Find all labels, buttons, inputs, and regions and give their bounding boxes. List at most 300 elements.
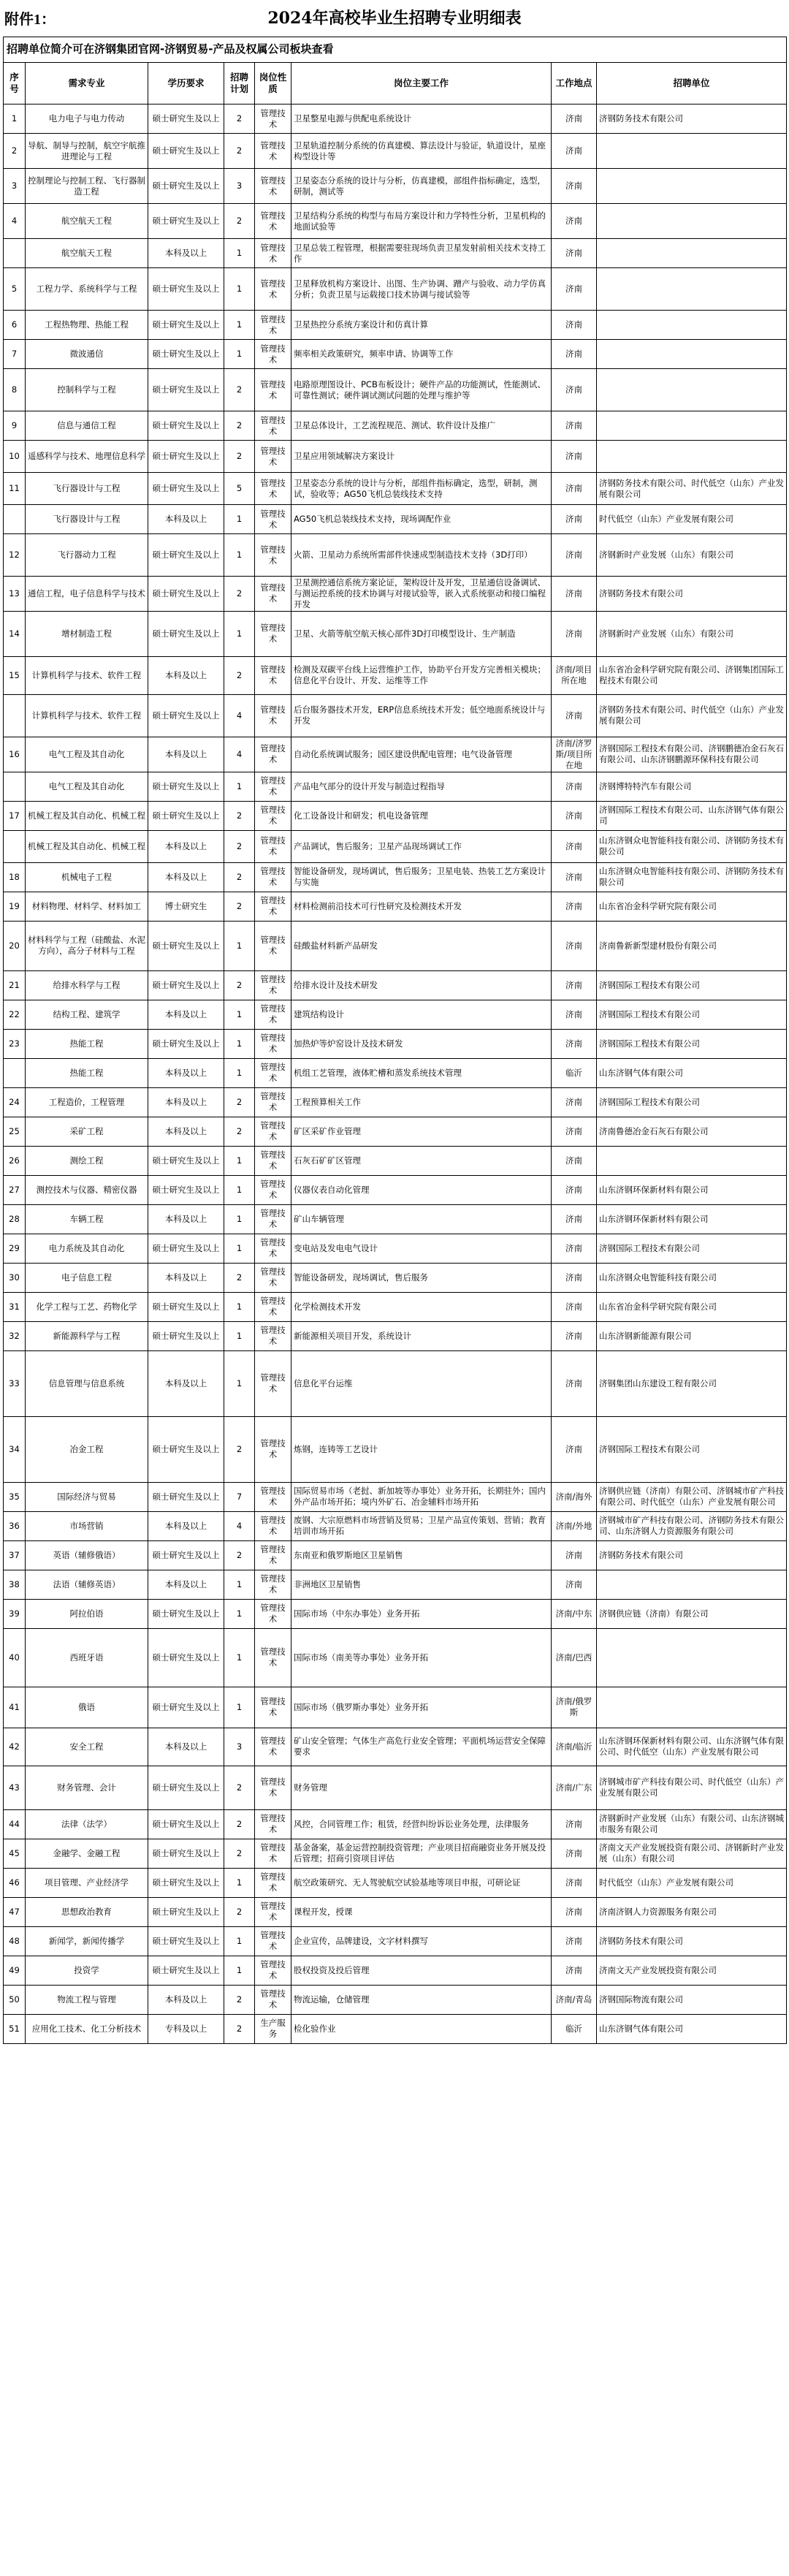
row-education: 硕士研究生及以上	[148, 611, 224, 656]
table-row	[4, 1175, 787, 1204]
row-type: 管理技术	[255, 1000, 291, 1029]
row-work: 国际贸易市场（老挝、新加坡等办事处）业务开拓，长期驻外；国内外产品市场开拓；境内外矿石、冶金辅料市场开拓	[291, 1482, 552, 1511]
table-row	[4, 1628, 787, 1687]
row-type: 管理技术	[255, 1766, 291, 1809]
row-major: 投资学	[26, 1956, 148, 1985]
table-row	[4, 1029, 787, 1058]
row-plan: 1	[224, 239, 255, 268]
row-type: 管理技术	[255, 1292, 291, 1321]
row-plan: 2	[224, 892, 255, 921]
row-unit: 济钢防务技术有限公司	[597, 1926, 787, 1956]
row-type: 管理技术	[255, 830, 291, 862]
row-major: 飞行器设计与工程	[26, 473, 148, 505]
notice-text: 招聘单位简介可在济钢集团官网-济钢贸易-产品及权属公司板块查看	[4, 37, 787, 63]
table-row	[4, 534, 787, 577]
row-work: 火箭、卫星动力系统所需部件快速成型制造技术支持（3D打印）	[291, 534, 552, 577]
row-major: 法语（辅修英语）	[26, 1570, 148, 1599]
row-location: 济南/外地	[552, 1511, 597, 1540]
row-plan: 2	[224, 1416, 255, 1482]
recruitment-table	[3, 37, 787, 2044]
row-plan: 1	[224, 1599, 255, 1628]
col-header-major: 需求专业	[26, 63, 148, 105]
row-index: 13	[4, 577, 26, 612]
row-location: 济南	[552, 921, 597, 970]
row-location: 济南	[552, 1926, 597, 1956]
row-plan: 2	[224, 1985, 255, 2014]
row-location: 济南	[552, 862, 597, 892]
row-type: 管理技术	[255, 268, 291, 311]
row-work: 矿山安全管理；气体生产高危行业安全管理；平面机场运营安全保障要求	[291, 1728, 552, 1766]
row-location: 济南/巴西	[552, 1628, 597, 1687]
row-unit: 济钢国际工程技术有限公司	[597, 1234, 787, 1263]
table-row	[4, 1000, 787, 1029]
row-major: 结构工程、建筑学	[26, 1000, 148, 1029]
row-plan: 3	[224, 1728, 255, 1766]
row-type: 管理技术	[255, 311, 291, 340]
table-row	[4, 892, 787, 921]
row-education: 本科及以上	[148, 1511, 224, 1540]
row-work: 国际市场（俄罗斯办事处）业务开拓	[291, 1687, 552, 1728]
row-plan: 2	[224, 801, 255, 830]
table-row	[4, 1511, 787, 1540]
row-location: 济南	[552, 1956, 597, 1985]
row-type: 管理技术	[255, 921, 291, 970]
table-row	[4, 1292, 787, 1321]
row-unit: 济钢国际工程技术有限公司	[597, 1029, 787, 1058]
row-plan: 1	[224, 1146, 255, 1175]
row-unit: 济钢防务技术有限公司	[597, 105, 787, 134]
row-work: 矿区采矿作业管理	[291, 1117, 552, 1146]
table-row	[4, 411, 787, 441]
row-education: 本科及以上	[148, 1087, 224, 1117]
row-work: 卫星应用领域解决方案设计	[291, 441, 552, 473]
table-row	[4, 1985, 787, 2014]
row-type: 管理技术	[255, 892, 291, 921]
row-unit: 济钢博特特汽车有限公司	[597, 772, 787, 801]
row-plan: 2	[224, 1540, 255, 1570]
row-plan: 2	[224, 134, 255, 169]
row-type: 管理技术	[255, 1482, 291, 1511]
row-type: 管理技术	[255, 1263, 291, 1292]
row-education: 硕士研究生及以上	[148, 921, 224, 970]
table-row	[4, 1234, 787, 1263]
table-row	[4, 772, 787, 801]
row-index: 31	[4, 1292, 26, 1321]
row-index: 5	[4, 268, 26, 311]
row-unit: 济钢防务技术有限公司	[597, 577, 787, 612]
row-location: 济南/俄罗斯	[552, 1687, 597, 1728]
row-education: 硕士研究生及以上	[148, 1146, 224, 1175]
row-plan: 2	[224, 970, 255, 1000]
row-plan: 1	[224, 340, 255, 369]
row-index: 15	[4, 656, 26, 694]
row-index: 23	[4, 1029, 26, 1058]
row-major: 物流工程与管理	[26, 1985, 148, 2014]
row-major: 工程热物理、热能工程	[26, 311, 148, 340]
table-row	[4, 1117, 787, 1146]
row-work: 基金备案，基金运营控制投资管理；产业项目招商融资业务开展及投后管理；招商引资项目评估	[291, 1839, 552, 1868]
row-major: 测绘工程	[26, 1146, 148, 1175]
row-plan: 2	[224, 204, 255, 239]
row-type: 管理技术	[255, 1540, 291, 1570]
row-location: 济南	[552, 473, 597, 505]
row-plan: 2	[224, 1897, 255, 1926]
row-work: 信息化平台运维	[291, 1350, 552, 1416]
row-plan: 4	[224, 1511, 255, 1540]
row-location: 济南/广东	[552, 1766, 597, 1809]
row-education: 硕士研究生及以上	[148, 1926, 224, 1956]
row-plan: 1	[224, 1292, 255, 1321]
row-education: 本科及以上	[148, 1570, 224, 1599]
row-unit	[597, 340, 787, 369]
row-major: 信息管理与信息系统	[26, 1350, 148, 1416]
row-major: 遥感科学与技术、地理信息科学	[26, 441, 148, 473]
table-row	[4, 970, 787, 1000]
row-plan: 1	[224, 1687, 255, 1728]
row-location: 济南	[552, 369, 597, 411]
row-major: 英语（辅修俄语）	[26, 1540, 148, 1570]
row-work: 卫星姿态分系统的设计与分析，部组件指标确定，选型，研制，测试，验收等；AG50飞机总装线技术支持	[291, 473, 552, 505]
row-type: 管理技术	[255, 772, 291, 801]
row-plan: 4	[224, 694, 255, 737]
row-plan: 2	[224, 369, 255, 411]
row-type: 管理技术	[255, 1321, 291, 1350]
row-education: 硕士研究生及以上	[148, 772, 224, 801]
row-major: 西班牙语	[26, 1628, 148, 1687]
col-header-education: 学历要求	[148, 63, 224, 105]
table-row	[4, 1809, 787, 1839]
row-education: 硕士研究生及以上	[148, 1809, 224, 1839]
row-work: 材料检测前沿技术可行性研究及检测技术开发	[291, 892, 552, 921]
row-type: 管理技术	[255, 169, 291, 204]
row-work: AG50飞机总装线技术支持，现场调配作业	[291, 505, 552, 534]
row-unit: 山东省冶金科学研究院有限公司	[597, 1292, 787, 1321]
row-education: 本科及以上	[148, 862, 224, 892]
row-education: 本科及以上	[148, 505, 224, 534]
row-work: 化工设备设计和研发；机电设备管理	[291, 801, 552, 830]
row-work: 东南亚和俄罗斯地区卫星销售	[291, 1540, 552, 1570]
row-work: 仪器仪表自动化管理	[291, 1175, 552, 1204]
row-work: 卫星释放机构方案设计、出图、生产协调、蹭产与验收、动力学仿真分析；负责卫星与运载接口技术协调与接试验等	[291, 268, 552, 311]
table-row	[4, 801, 787, 830]
row-unit: 济南济钢人力资源服务有限公司	[597, 1897, 787, 1926]
row-index	[4, 830, 26, 862]
row-unit: 济钢国际工程技术有限公司、山东济钢气体有限公司	[597, 801, 787, 830]
row-unit: 济钢供应链（济南）有限公司、济钢城市矿产科技有限公司、时代低空（山东）产业发展有限公司	[597, 1482, 787, 1511]
row-work: 卫星测控通信系统方案论证，架构设计及开发，卫星通信设备调试、与测运控系统的技术协调与对接试验等，嵌入式系统驱动和接口编程开发	[291, 577, 552, 612]
row-location: 济南	[552, 204, 597, 239]
row-unit: 济钢新时产业发展（山东）有限公司、山东济钢城市服务有限公司	[597, 1809, 787, 1839]
row-work: 矿山车辆管理	[291, 1204, 552, 1234]
row-unit: 时代低空（山东）产业发展有限公司	[597, 1868, 787, 1897]
row-major: 工程造价，工程管理	[26, 1087, 148, 1117]
row-type: 管理技术	[255, 369, 291, 411]
row-unit: 山东济钢众电智能科技有限公司	[597, 1263, 787, 1292]
row-index: 44	[4, 1809, 26, 1839]
row-location: 济南	[552, 611, 597, 656]
row-location: 济南	[552, 169, 597, 204]
row-location: 济南/中东	[552, 1599, 597, 1628]
row-plan: 1	[224, 921, 255, 970]
row-unit	[597, 369, 787, 411]
col-header-unit: 招聘单位	[597, 63, 787, 105]
row-plan: 2	[224, 656, 255, 694]
row-index: 37	[4, 1540, 26, 1570]
row-plan: 2	[224, 577, 255, 612]
row-unit: 时代低空（山东）产业发展有限公司	[597, 505, 787, 534]
row-plan: 2	[224, 1117, 255, 1146]
row-type: 管理技术	[255, 1350, 291, 1416]
row-index: 40	[4, 1628, 26, 1687]
row-education: 本科及以上	[148, 1204, 224, 1234]
row-work: 课程开发，授课	[291, 1897, 552, 1926]
col-header-type: 岗位性质	[255, 63, 291, 105]
row-unit	[597, 441, 787, 473]
row-type: 管理技术	[255, 611, 291, 656]
row-type: 管理技术	[255, 694, 291, 737]
row-major: 冶金工程	[26, 1416, 148, 1482]
row-type: 管理技术	[255, 1956, 291, 1985]
row-work: 卫星轨道控制分系统的仿真建模、算法设计与验证，轨道设计，星座构型设计等	[291, 134, 552, 169]
row-major: 工程力学、系统科学与工程	[26, 268, 148, 311]
row-work: 股权投资及投后管理	[291, 1956, 552, 1985]
row-index	[4, 1058, 26, 1087]
row-location: 济南	[552, 1570, 597, 1599]
table-row	[4, 340, 787, 369]
row-major: 新闻学，新闻传播学	[26, 1926, 148, 1956]
row-location: 济南	[552, 1839, 597, 1868]
row-major: 俄语	[26, 1687, 148, 1728]
row-location: 济南	[552, 1416, 597, 1482]
row-major: 航空航天工程	[26, 204, 148, 239]
row-index: 4	[4, 204, 26, 239]
row-index: 30	[4, 1263, 26, 1292]
row-index: 33	[4, 1350, 26, 1416]
row-work: 工程预算相关工作	[291, 1087, 552, 1117]
row-index	[4, 772, 26, 801]
row-type: 管理技术	[255, 441, 291, 473]
row-major: 材料物理、材料学、材料加工	[26, 892, 148, 921]
row-location: 济南	[552, 1117, 597, 1146]
row-work: 产品电气部分的设计开发与制造过程指导	[291, 772, 552, 801]
row-work: 智能设备研发，现场调试，售后服务；卫星电装、热装工艺方案设计与实施	[291, 862, 552, 892]
row-type: 管理技术	[255, 340, 291, 369]
row-major: 国际经济与贸易	[26, 1482, 148, 1511]
row-location: 济南	[552, 505, 597, 534]
row-plan: 2	[224, 1087, 255, 1117]
row-unit	[597, 239, 787, 268]
row-major: 财务管理、会计	[26, 1766, 148, 1809]
table-row	[4, 473, 787, 505]
row-work: 建筑结构设计	[291, 1000, 552, 1029]
row-location: 济南	[552, 801, 597, 830]
row-index: 3	[4, 169, 26, 204]
row-type: 管理技术	[255, 737, 291, 772]
col-header-plan: 招聘计划	[224, 63, 255, 105]
table-row	[4, 1263, 787, 1292]
row-type: 管理技术	[255, 1175, 291, 1204]
row-education: 硕士研究生及以上	[148, 311, 224, 340]
col-header-location: 工作地点	[552, 63, 597, 105]
row-education: 本科及以上	[148, 830, 224, 862]
row-major: 电气工程及其自动化	[26, 772, 148, 801]
row-unit: 山东济钢众电智能科技有限公司、济钢防务技术有限公司	[597, 862, 787, 892]
row-education: 硕士研究生及以上	[148, 801, 224, 830]
row-location: 济南	[552, 311, 597, 340]
row-major: 机械工程及其自动化、机械工程	[26, 830, 148, 862]
row-work: 产品调试，售后服务；卫星产品现场调试工作	[291, 830, 552, 862]
row-education: 专科及以上	[148, 2014, 224, 2043]
row-major: 新能源科学与工程	[26, 1321, 148, 1350]
row-education: 硕士研究生及以上	[148, 1292, 224, 1321]
row-work: 智能设备研发，现场调试，售后服务	[291, 1263, 552, 1292]
row-work: 国际市场（中东办事处）业务开拓	[291, 1599, 552, 1628]
row-unit: 山东济钢新能源有限公司	[597, 1321, 787, 1350]
row-work: 风控，合同管理工作；租赁，经营纠纷诉讼业务处理，法律服务	[291, 1809, 552, 1839]
table-row	[4, 921, 787, 970]
row-location: 济南	[552, 1540, 597, 1570]
row-education: 硕士研究生及以上	[148, 169, 224, 204]
row-education: 硕士研究生及以上	[148, 1628, 224, 1687]
row-type: 管理技术	[255, 473, 291, 505]
row-major: 安全工程	[26, 1728, 148, 1766]
row-plan: 1	[224, 1000, 255, 1029]
row-unit: 济钢新时产业发展（山东）有限公司	[597, 534, 787, 577]
row-work: 新能源相关项目开发，系统设计	[291, 1321, 552, 1350]
table-row	[4, 441, 787, 473]
row-unit	[597, 1628, 787, 1687]
row-location: 济南	[552, 1146, 597, 1175]
row-major: 车辆工程	[26, 1204, 148, 1234]
row-education: 硕士研究生及以上	[148, 1234, 224, 1263]
row-education: 硕士研究生及以上	[148, 473, 224, 505]
row-index: 41	[4, 1687, 26, 1728]
table-row	[4, 2014, 787, 2043]
row-education: 硕士研究生及以上	[148, 1175, 224, 1204]
row-work: 卫星总体设计，工艺流程规范、测试、软件设计及推广	[291, 411, 552, 441]
row-unit: 济钢国际工程技术有限公司	[597, 1416, 787, 1482]
row-type: 管理技术	[255, 970, 291, 1000]
row-education: 本科及以上	[148, 239, 224, 268]
row-index: 8	[4, 369, 26, 411]
table-row	[4, 1350, 787, 1416]
row-type: 管理技术	[255, 105, 291, 134]
row-unit: 济钢国际工程技术有限公司	[597, 970, 787, 1000]
row-type: 管理技术	[255, 577, 291, 612]
row-plan: 1	[224, 1175, 255, 1204]
row-major: 机械工程及其自动化、机械工程	[26, 801, 148, 830]
row-unit	[597, 169, 787, 204]
table-row	[4, 1087, 787, 1117]
table-row	[4, 311, 787, 340]
row-plan: 2	[224, 411, 255, 441]
row-plan: 1	[224, 1628, 255, 1687]
row-major: 思想政治教育	[26, 1897, 148, 1926]
row-major: 飞行器动力工程	[26, 534, 148, 577]
row-education: 硕士研究生及以上	[148, 340, 224, 369]
row-type: 生产服务	[255, 2014, 291, 2043]
row-index: 51	[4, 2014, 26, 2043]
row-location: 济南	[552, 1175, 597, 1204]
row-major: 材料科学与工程（硅酸盐、水泥方向），高分子材料与工程	[26, 921, 148, 970]
row-major: 电力系统及其自动化	[26, 1234, 148, 1263]
row-work: 卫星结构分系统的构型与布局方案设计和力学特性分析，卫星机构的地面试验等	[291, 204, 552, 239]
row-index: 28	[4, 1204, 26, 1234]
row-index: 32	[4, 1321, 26, 1350]
row-education: 本科及以上	[148, 1728, 224, 1766]
row-major: 电气工程及其自动化	[26, 737, 148, 772]
row-type: 管理技术	[255, 1087, 291, 1117]
row-unit: 济钢防务技术有限公司、时代低空（山东）产业发展有限公司	[597, 473, 787, 505]
table-row	[4, 1540, 787, 1570]
row-education: 硕士研究生及以上	[148, 1897, 224, 1926]
row-education: 本科及以上	[148, 656, 224, 694]
row-education: 硕士研究生及以上	[148, 1599, 224, 1628]
row-location: 济南	[552, 1087, 597, 1117]
row-education: 硕士研究生及以上	[148, 1482, 224, 1511]
row-plan: 1	[224, 534, 255, 577]
row-index: 29	[4, 1234, 26, 1263]
row-unit	[597, 204, 787, 239]
row-index: 10	[4, 441, 26, 473]
row-type: 管理技术	[255, 1416, 291, 1482]
row-education: 本科及以上	[148, 1985, 224, 2014]
row-major: 市场营销	[26, 1511, 148, 1540]
table-row	[4, 1570, 787, 1599]
row-education: 硕士研究生及以上	[148, 1416, 224, 1482]
table-row	[4, 1897, 787, 1926]
table-row	[4, 1687, 787, 1728]
row-major: 信息与通信工程	[26, 411, 148, 441]
table-row	[4, 1482, 787, 1511]
row-index: 34	[4, 1416, 26, 1482]
row-type: 管理技术	[255, 801, 291, 830]
row-index: 49	[4, 1956, 26, 1985]
row-education: 本科及以上	[148, 1117, 224, 1146]
row-plan: 2	[224, 830, 255, 862]
row-work: 电路原理图设计、PCB布板设计；硬件产品的功能测试，性能测试、可靠性测试；硬件调试测试问题的处理与维护等	[291, 369, 552, 411]
row-unit: 济钢防务技术有限公司、时代低空（山东）产业发展有限公司	[597, 694, 787, 737]
row-plan: 1	[224, 1350, 255, 1416]
row-plan: 1	[224, 1058, 255, 1087]
row-location: 济南	[552, 772, 597, 801]
row-plan: 1	[224, 772, 255, 801]
row-major: 控制理论与控制工程、飞行器制造工程	[26, 169, 148, 204]
row-unit: 山东济钢环保新材料有限公司	[597, 1175, 787, 1204]
row-index: 7	[4, 340, 26, 369]
row-index	[4, 239, 26, 268]
row-education: 硕士研究生及以上	[148, 577, 224, 612]
row-index: 46	[4, 1868, 26, 1897]
row-type: 管理技术	[255, 239, 291, 268]
row-major: 导航、制导与控制，航空宇航推进理论与工程	[26, 134, 148, 169]
row-type: 管理技术	[255, 1234, 291, 1263]
table-row	[4, 1728, 787, 1766]
row-index: 18	[4, 862, 26, 892]
row-major: 飞行器设计与工程	[26, 505, 148, 534]
table-row	[4, 268, 787, 311]
row-index: 27	[4, 1175, 26, 1204]
row-plan: 1	[224, 611, 255, 656]
row-index: 1	[4, 105, 26, 134]
row-unit	[597, 411, 787, 441]
row-location: 济南	[552, 1263, 597, 1292]
row-index: 24	[4, 1087, 26, 1117]
row-education: 硕士研究生及以上	[148, 1540, 224, 1570]
row-index: 25	[4, 1117, 26, 1146]
row-education: 硕士研究生及以上	[148, 1766, 224, 1809]
row-index: 21	[4, 970, 26, 1000]
